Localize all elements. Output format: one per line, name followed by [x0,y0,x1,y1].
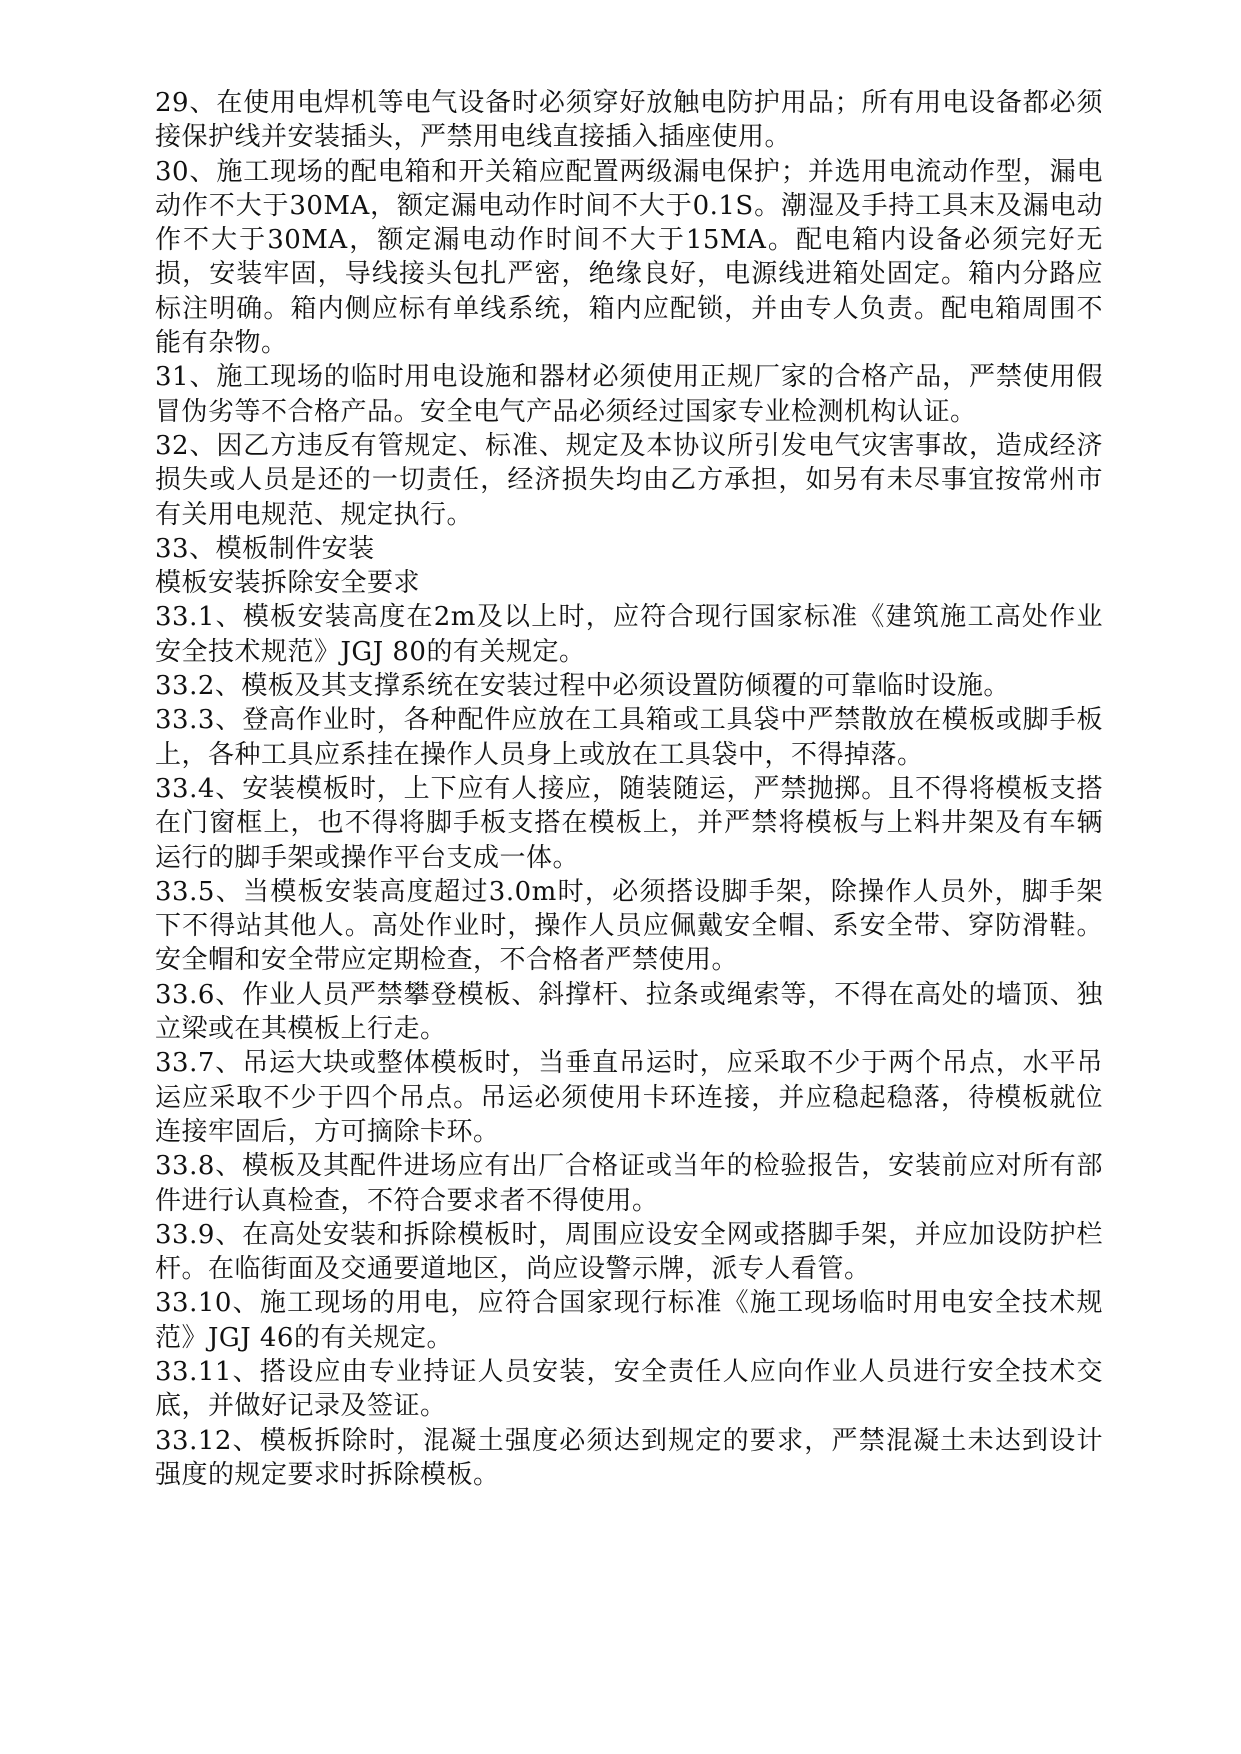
paragraph-33-11: 33.11、搭设应由专业持证人员安装，安全责任人应向作业人员进行安全技术交底，并做好记录及签证。 [155,1356,1103,1422]
paragraph-30: 30、施工现场的配电箱和开关箱应配置两级漏电保护；并选用电流动作型，漏电动作不大于30MA，额定漏电动作时间不大于0.1S。潮湿及手持工具末及漏电动作不大于30MA，额定漏电动作时间不大于15MA。配电箱内设备必须完好无损，安装牢固，导线接头包扎严密，绝缘良好，电源线进箱处固定。箱内分路应标注明确。箱内侧应标有单线系统，箱内应配锁，并由专人负责。配电箱周围不能有杂物。 [155,156,1103,359]
paragraph-33-6: 33.6、作业人员严禁攀登模板、斜撑杆、拉条或绳索等，不得在高处的墙顶、独立梁或在其模板上行走。 [155,979,1103,1045]
paragraph-33-5: 33.5、当模板安装高度超过3.0m时，必须搭设脚手架，除操作人员外，脚手架下不得站其他人。高处作业时，操作人员应佩戴安全帽、系安全带、穿防滑鞋。安全帽和安全带应定期检查，不合格者严禁使用。 [155,876,1103,976]
paragraph-33-7: 33.7、吊运大块或整体模板时，当垂直吊运时，应采取不少于两个吊点，水平吊运应采取不少于四个吊点。吊运必须使用卡环连接，并应稳起稳落，待模板就位连接牢固后，方可摘除卡环。 [155,1048,1103,1147]
paragraph-33-2: 33.2、模板及其支撑系统在安装过程中必须设置防倾覆的可靠临时设施。 [155,671,1010,702]
document-page [155,86,1103,1492]
paragraph-33-8: 33.8、模板及其配件进场应有出厂合格证或当年的检验报告，安装前应对所有部件进行认真检查，不符合要求者不得使用。 [155,1151,1103,1216]
paragraph-33-10: 33.10、施工现场的用电，应符合国家现行标准《施工现场临时用电安全技术规范》JGJ 46的有关规定。 [155,1288,1103,1353]
paragraph-29: 29、在使用电焊机等电气设备时必须穿好放触电防护用品；所有用电设备都必须接保护线并安装插头，严禁用电线直接插入插座使用。 [155,88,1103,153]
paragraph-33-9: 33.9、在高处安装和拆除模板时，周围应设安全网或搭脚手架，并应加设防护栏杆。在临街面及交通要道地区，尚应设警示牌，派专人看管。 [155,1219,1103,1285]
paragraph-33-4: 33.4、安装模板时，上下应有人接应，随装随运，严禁抛掷。且不得将模板支搭在门窗框上，也不得将脚手板支搭在模板上，并严禁将模板与上料井架及有车辆运行的脚手架或操作平台支成一体。 [155,773,1103,873]
paragraph-32: 32、因乙方违反有管规定、标准、规定及本协议所引发电气灾害事故，造成经济损失或人员是还的一切责任，经济损失均由乙方承担，如另有未尽事宜按常州市有关用电规范、规定执行。 [155,430,1103,530]
subsection-heading: 模板安装拆除安全要求 [155,568,421,599]
paragraph-33-12: 33.12、模板拆除时，混凝土强度必须达到规定的要求，严禁混凝土未达到设计强度的规定要求时拆除模板。 [155,1425,1103,1490]
paragraph-33-1: 33.1、模板安装高度在2m及以上时，应符合现行国家标准《建筑施工高处作业安全技术规范》JGJ 80的有关规定。 [155,602,1103,667]
paragraph-33-3: 33.3、登高作业时，各种配件应放在工具箱或工具袋中严禁散放在模板或脚手板上，各种工具应系挂在操作人员身上或放在工具袋中，不得掉落。 [155,705,1103,770]
paragraph-31: 31、施工现场的临时用电设施和器材必须使用正规厂家的合格产品，严禁使用假冒伪劣等不合格产品。安全电气产品必须经过国家专业检测机构认证。 [155,362,1103,427]
section-heading-33: 33、模板制件安装 [155,533,375,564]
